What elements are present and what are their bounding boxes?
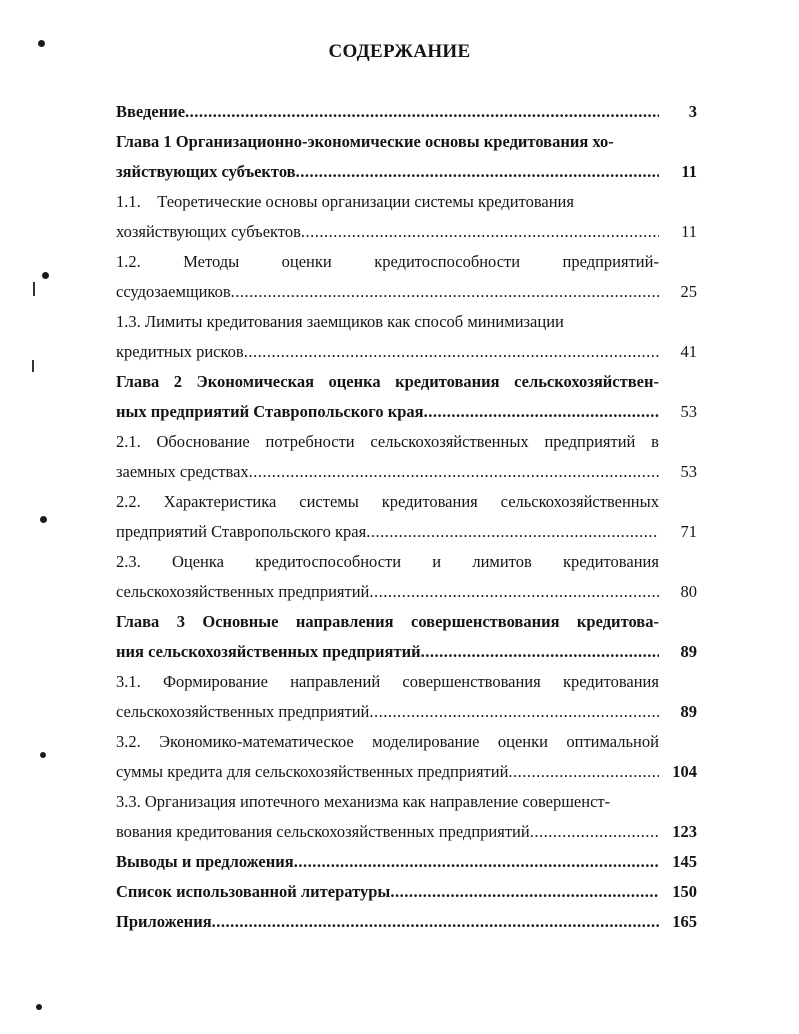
word: 2.2. <box>116 492 141 511</box>
toc-entry-chapter-3-line1 <box>116 610 659 634</box>
word: 2 <box>173 372 183 391</box>
word: кредитования <box>381 492 478 511</box>
leader-dots <box>424 400 659 424</box>
leader-dots <box>366 520 659 544</box>
word: направлений <box>290 672 381 691</box>
toc-page-number: 71 <box>680 522 697 541</box>
word: 3 <box>176 612 185 631</box>
word: Экономическая <box>196 372 315 391</box>
word: сельскохозяйственных <box>500 492 659 511</box>
toc-entry-1-1-line2 <box>116 220 659 244</box>
toc-entry-title: сельскохозяйственных предприятий <box>116 702 370 721</box>
toc-entry-3-1-line2 <box>116 700 659 724</box>
toc-page-number: 145 <box>672 852 697 871</box>
word: кредитова- <box>576 612 659 631</box>
toc-entry-3-3-line2 <box>116 820 659 844</box>
word: 3.1. <box>116 672 141 691</box>
toc-entry-title: хозяйствующих субъектов <box>116 222 301 241</box>
leader-dots <box>530 820 659 844</box>
leader-dots <box>301 220 659 244</box>
toc-entry-chapter-2-line2 <box>116 400 659 424</box>
scan-speck <box>40 516 47 523</box>
word: сельскохозяйственных <box>370 432 529 451</box>
toc-entry-title: Приложения <box>116 912 212 931</box>
toc-page-number: 165 <box>672 912 697 931</box>
toc-page-number: 25 <box>680 282 697 301</box>
toc-entry-chapter-1-line2 <box>116 160 659 184</box>
scan-mark <box>32 360 34 372</box>
toc-entry-1-1-line1: 1.1. Теоретические основы организации системы кредитования <box>116 192 574 211</box>
toc-page-number: 41 <box>680 342 697 361</box>
leader-dots <box>421 640 659 664</box>
toc-entry-title: Выводы и предложения <box>116 852 294 871</box>
word: моделирование <box>372 732 480 751</box>
word: Глава <box>116 372 160 391</box>
toc-entry-title: вования кредитования сельскохозяйственных предприятий <box>116 822 530 841</box>
word: лимитов <box>472 552 532 571</box>
scan-mark <box>33 282 35 296</box>
word: кредитования <box>395 372 500 391</box>
word: 2.1. <box>116 432 141 451</box>
scan-speck <box>40 752 46 758</box>
leader-dots <box>508 760 659 784</box>
toc-entry-2-2-line2 <box>116 520 659 544</box>
leader-dots <box>294 850 659 874</box>
toc-entry-title: суммы кредита для сельскохозяйственных предприятий <box>116 762 509 781</box>
toc-entry-title: кредитных рисков <box>116 342 244 361</box>
word: Экономико-математическое <box>159 732 354 751</box>
toc-entry-2-1-line1 <box>116 430 659 454</box>
toc-entry-2-3-line1 <box>116 550 659 574</box>
toc-page-number: 104 <box>672 762 697 781</box>
leader-dots <box>296 160 659 184</box>
word: оценка <box>328 372 381 391</box>
leader-dots <box>369 700 659 724</box>
toc-page-number: 150 <box>672 882 697 901</box>
word: Глава <box>116 612 160 631</box>
word: кредитования <box>562 552 659 571</box>
word: Обоснование <box>156 432 250 451</box>
word: кредитования <box>562 672 659 691</box>
toc-page-number: 123 <box>672 822 697 841</box>
word: Методы <box>183 252 240 271</box>
leader-dots <box>249 460 659 484</box>
toc-entry-title: зяйствующих субъектов <box>116 162 296 181</box>
toc-entry-3-2-line1 <box>116 730 659 754</box>
scan-speck <box>42 272 49 279</box>
toc-page-number: 53 <box>680 462 697 481</box>
toc-entry-chapter-1-line1: Глава 1 Организационно-экономические основы кредитования хо- <box>116 132 614 151</box>
word: Оценка <box>171 552 224 571</box>
toc-entry-1-2-line2 <box>116 280 659 304</box>
toc-page-number: 53 <box>680 402 697 421</box>
toc-entry-bibliography <box>116 880 659 904</box>
toc-entry-2-1-line2 <box>116 460 659 484</box>
toc-entry-title: сельскохозяйственных предприятий <box>116 582 370 601</box>
toc-page-number: 80 <box>680 582 697 601</box>
word: Основные <box>202 612 279 631</box>
word: Формирование <box>163 672 268 691</box>
toc-entry-conclusions <box>116 850 659 874</box>
word: 3.2. <box>116 732 141 751</box>
leader-dots <box>185 100 659 124</box>
word: оценки <box>281 252 332 271</box>
scan-speck <box>38 40 45 47</box>
toc-entry-appendices <box>116 910 659 934</box>
word: 1.2. <box>116 252 141 271</box>
word: 2.3. <box>116 552 141 571</box>
word: направления <box>295 612 394 631</box>
toc-entry-1-2-line1 <box>116 250 659 274</box>
toc-entry-title: ных предприятий Ставропольского края <box>116 402 424 421</box>
toc-entry-title: Список использованной литературы <box>116 882 391 901</box>
toc-entry-title: Введение <box>116 102 186 121</box>
word: в <box>651 432 659 451</box>
leader-dots <box>244 340 659 364</box>
toc-page-number: 89 <box>680 642 697 661</box>
scan-speck <box>36 1004 42 1010</box>
leader-dots <box>390 880 659 904</box>
toc-page-number: 89 <box>680 702 697 721</box>
toc-entry-3-2-line2 <box>116 760 659 784</box>
word: потребности <box>265 432 355 451</box>
leader-dots <box>369 580 659 604</box>
toc-page-number: 11 <box>681 162 697 181</box>
word: совершенствования <box>402 672 541 691</box>
word: совершенствования <box>411 612 560 631</box>
toc-entry-chapter-3-line2 <box>116 640 659 664</box>
word: предприятий <box>544 432 636 451</box>
word: системы <box>299 492 359 511</box>
word: сельскохозяйствен- <box>514 372 659 391</box>
word: оценки <box>497 732 548 751</box>
leader-dots <box>212 910 659 934</box>
word: предприятий- <box>562 252 659 271</box>
toc-entry-1-3-line2 <box>116 340 659 364</box>
toc-entry-2-3-line2 <box>116 580 659 604</box>
word: кредитоспособности <box>255 552 402 571</box>
word: Характеристика <box>163 492 277 511</box>
toc-entry-2-2-line1 <box>116 490 659 514</box>
word: кредитоспособности <box>374 252 521 271</box>
word: оптимальной <box>566 732 659 751</box>
toc-entry-title: ния сельскохозяйственных предприятий <box>116 642 421 661</box>
toc-entry-1-3-line1: 1.3. Лимиты кредитования заемщиков как способ минимизации <box>116 312 564 331</box>
leader-dots <box>231 280 659 304</box>
toc-entry-3-1-line1 <box>116 670 659 694</box>
toc-entry-introduction <box>116 100 659 124</box>
toc-entry-title: предприятий Ставропольского края <box>116 522 367 541</box>
toc-entry-chapter-2-line1 <box>116 370 659 394</box>
toc-page-number: 11 <box>681 222 697 241</box>
toc-entry-title: ссудозаемщиков <box>116 282 231 301</box>
page-title: СОДЕРЖАНИЕ <box>328 41 471 62</box>
toc-entry-3-3-line1: 3.3. Организация ипотечного механизма как направление совершенст- <box>116 792 611 811</box>
word: и <box>432 552 442 571</box>
toc-page-number: 3 <box>688 102 697 121</box>
toc-entry-title: заемных средствах <box>116 462 249 481</box>
